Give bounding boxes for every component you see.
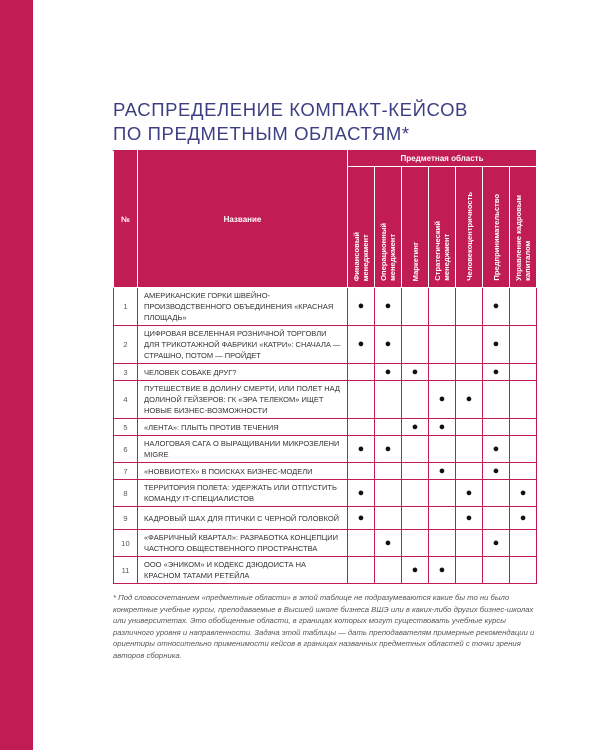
bullet-dot-icon: ● bbox=[465, 511, 473, 524]
area-empty-cell bbox=[348, 463, 375, 480]
case-number: 11 bbox=[114, 557, 138, 584]
area-empty-cell bbox=[375, 463, 402, 480]
area-empty-cell bbox=[510, 557, 537, 584]
area-empty-cell bbox=[375, 557, 402, 584]
bullet-dot-icon: ● bbox=[357, 338, 365, 350]
area-empty-cell bbox=[375, 507, 402, 530]
case-number: 2 bbox=[114, 326, 138, 364]
bullet-dot-icon: ● bbox=[357, 300, 365, 312]
bullet-dot-icon: ● bbox=[492, 536, 500, 549]
area-mark-cell bbox=[483, 364, 510, 381]
area-empty-cell bbox=[429, 364, 456, 381]
header-area-label: Предпринимательство bbox=[491, 194, 501, 281]
area-empty-cell bbox=[510, 530, 537, 557]
area-mark-cell bbox=[429, 463, 456, 480]
case-name: ПУТЕШЕСТВИЕ В ДОЛИНУ СМЕРТИ, ИЛИ ПОЛЕТ НАД ДОЛИНОЙ ГЕЙЗЕРОВ: ГК «ЭРА ТЕЛЕКОМ» ИЩЕТ НОВЫЕ БИЗНЕС-ВОЗМОЖНОСТИ bbox=[138, 381, 348, 419]
area-mark-cell bbox=[483, 288, 510, 326]
header-num: № bbox=[114, 151, 138, 288]
case-number: 4 bbox=[114, 381, 138, 419]
area-empty-cell bbox=[348, 364, 375, 381]
bullet-dot-icon: ● bbox=[411, 365, 419, 378]
case-number: 10 bbox=[114, 530, 138, 557]
header-area bbox=[348, 167, 375, 288]
area-mark-cell bbox=[510, 480, 537, 507]
area-empty-cell bbox=[456, 436, 483, 463]
case-name: ТЕРРИТОРИЯ ПОЛЕТА: УДЕРЖАТЬ ИЛИ ОТПУСТИТЬ КОМАНДУ IT-СПЕЦИАЛИСТОВ bbox=[138, 480, 348, 507]
case-name: «НОВВИОТЕХ» В ПОИСКАХ БИЗНЕС-МОДЕЛИ bbox=[138, 463, 348, 480]
table-row bbox=[114, 530, 537, 557]
bullet-dot-icon: ● bbox=[492, 365, 500, 378]
bullet-dot-icon: ● bbox=[384, 536, 392, 549]
bullet-dot-icon: ● bbox=[492, 442, 500, 455]
bullet-dot-icon: ● bbox=[411, 420, 419, 433]
table-row bbox=[114, 463, 537, 480]
area-mark-cell bbox=[429, 419, 456, 436]
bullet-dot-icon: ● bbox=[357, 486, 365, 499]
area-empty-cell bbox=[429, 530, 456, 557]
table-row bbox=[114, 364, 537, 381]
header-area bbox=[402, 167, 429, 288]
area-mark-cell bbox=[483, 530, 510, 557]
header-area-label: Человекоцентричность bbox=[464, 192, 474, 281]
header-area-label: Маркетинг bbox=[410, 241, 420, 281]
area-empty-cell bbox=[456, 419, 483, 436]
header-area bbox=[483, 167, 510, 288]
area-empty-cell bbox=[510, 463, 537, 480]
area-mark-cell bbox=[348, 288, 375, 326]
cases-table bbox=[113, 150, 537, 584]
area-empty-cell bbox=[483, 557, 510, 584]
area-empty-cell bbox=[348, 557, 375, 584]
area-empty-cell bbox=[456, 364, 483, 381]
area-mark-cell bbox=[402, 419, 429, 436]
bullet-dot-icon: ● bbox=[492, 464, 500, 477]
area-empty-cell bbox=[402, 436, 429, 463]
bullet-dot-icon: ● bbox=[519, 486, 527, 499]
area-empty-cell bbox=[483, 381, 510, 419]
area-mark-cell bbox=[429, 381, 456, 419]
area-empty-cell bbox=[510, 419, 537, 436]
header-area-label: Управление кадровым капиталом bbox=[514, 195, 533, 281]
area-empty-cell bbox=[402, 288, 429, 326]
bullet-dot-icon: ● bbox=[357, 442, 365, 455]
area-empty-cell bbox=[402, 480, 429, 507]
area-mark-cell bbox=[348, 326, 375, 364]
bullet-dot-icon: ● bbox=[465, 486, 473, 499]
bullet-dot-icon: ● bbox=[357, 511, 365, 524]
header-area bbox=[456, 167, 483, 288]
case-name: «ФАБРИЧНЫЙ КВАРТАЛ»: РАЗРАБОТКА КОНЦЕПЦИИ ЧАСТНОГО ОБЩЕСТВЕННОГО ПРОСТРАНСТВА bbox=[138, 530, 348, 557]
case-name: ЦИФРОВАЯ ВСЕЛЕННАЯ РОЗНИЧНОЙ ТОРГОВЛИ ДЛЯ ТРИКОТАЖНОЙ ФАБРИКИ «КАТРИ»: СНАЧАЛА — СТРАШНО, ПОТОМ — ПРОЙДЕТ bbox=[138, 326, 348, 364]
area-empty-cell bbox=[375, 480, 402, 507]
area-mark-cell bbox=[402, 364, 429, 381]
area-mark-cell bbox=[510, 507, 537, 530]
bullet-dot-icon: ● bbox=[438, 563, 446, 576]
area-empty-cell bbox=[510, 326, 537, 364]
table-row bbox=[114, 557, 537, 584]
case-name: НАЛОГОВАЯ САГА О ВЫРАЩИВАНИИ МИКРОЗЕЛЕНИ MIGRE bbox=[138, 436, 348, 463]
area-empty-cell bbox=[483, 419, 510, 436]
area-mark-cell bbox=[348, 436, 375, 463]
bullet-dot-icon: ● bbox=[384, 442, 392, 455]
table-row bbox=[114, 480, 537, 507]
area-empty-cell bbox=[429, 288, 456, 326]
area-empty-cell bbox=[456, 463, 483, 480]
area-mark-cell bbox=[483, 463, 510, 480]
area-empty-cell bbox=[456, 557, 483, 584]
area-mark-cell bbox=[456, 381, 483, 419]
area-empty-cell bbox=[348, 381, 375, 419]
case-name: КАДРОВЫЙ ШАХ ДЛЯ ПТИЧКИ С ЧЕРНОЙ ГОЛОВКОЙ bbox=[138, 507, 348, 530]
case-number: 6 bbox=[114, 436, 138, 463]
table-row bbox=[114, 436, 537, 463]
area-empty-cell bbox=[510, 436, 537, 463]
area-mark-cell bbox=[375, 530, 402, 557]
case-name: ООО «ЭНИКОМ» И КОДЕКС ДЗЮДОИСТА НА КРАСНОМ ТАТАМИ РЕТЕЙЛА bbox=[138, 557, 348, 584]
header-area bbox=[510, 167, 537, 288]
table-row bbox=[114, 326, 537, 364]
area-mark-cell bbox=[402, 557, 429, 584]
area-mark-cell bbox=[375, 436, 402, 463]
area-empty-cell bbox=[402, 381, 429, 419]
area-empty-cell bbox=[429, 507, 456, 530]
area-empty-cell bbox=[402, 326, 429, 364]
bullet-dot-icon: ● bbox=[492, 338, 500, 350]
bullet-dot-icon: ● bbox=[438, 420, 446, 433]
area-empty-cell bbox=[402, 530, 429, 557]
case-name: АМЕРИКАНСКИЕ ГОРКИ ШВЕЙНО-ПРОИЗВОДСТВЕННОГО ОБЪЕДИНЕНИЯ «КРАСНАЯ ПЛОЩАДЬ» bbox=[138, 288, 348, 326]
header-name: Название bbox=[138, 151, 348, 288]
area-empty-cell bbox=[483, 507, 510, 530]
bullet-dot-icon: ● bbox=[384, 365, 392, 378]
area-empty-cell bbox=[483, 480, 510, 507]
area-empty-cell bbox=[456, 288, 483, 326]
header-area bbox=[375, 167, 402, 288]
area-empty-cell bbox=[375, 381, 402, 419]
table-row bbox=[114, 288, 537, 326]
area-empty-cell bbox=[510, 364, 537, 381]
header-area-label: Стратегический менеджмент bbox=[433, 221, 451, 281]
area-mark-cell bbox=[456, 480, 483, 507]
case-number: 3 bbox=[114, 364, 138, 381]
area-mark-cell bbox=[375, 288, 402, 326]
area-mark-cell bbox=[375, 364, 402, 381]
case-name: ЧЕЛОВЕК СОБАКЕ ДРУГ? bbox=[138, 364, 348, 381]
area-empty-cell bbox=[402, 507, 429, 530]
bullet-dot-icon: ● bbox=[492, 300, 500, 312]
footnote: * Под словосочетанием «предметные области» в этой таблице не подразумеваются какие бы то ни было конкретные учебные курсы, преподаваемые в Высшей школе бизнеса ВШЭ или в каких-либо других бизнес-школах или университетах. Это обобщенные области, в границах которых могут существовать учебные курсы различного уровня и направленности. Задача этой таблицы — дать преподавателям примерные рекомендации и ориентиры относительно применимости кейсов в границах названных предметных областей с точки зрения авторов сборника. bbox=[113, 593, 535, 660]
area-mark-cell bbox=[456, 507, 483, 530]
table-row bbox=[114, 419, 537, 436]
bullet-dot-icon: ● bbox=[384, 338, 392, 350]
table-row bbox=[114, 507, 537, 530]
case-number: 7 bbox=[114, 463, 138, 480]
header-area bbox=[429, 167, 456, 288]
area-empty-cell bbox=[402, 463, 429, 480]
area-empty-cell bbox=[348, 530, 375, 557]
area-mark-cell bbox=[375, 326, 402, 364]
case-number: 9 bbox=[114, 507, 138, 530]
header-area-label: Финансовый менеджмент bbox=[352, 231, 370, 281]
case-number: 5 bbox=[114, 419, 138, 436]
area-mark-cell bbox=[483, 326, 510, 364]
bullet-dot-icon: ● bbox=[438, 464, 446, 477]
bullet-dot-icon: ● bbox=[519, 511, 527, 524]
table-row bbox=[114, 381, 537, 419]
area-empty-cell bbox=[375, 419, 402, 436]
page-title-line-1: РАСПРЕДЕЛЕНИЕ КОМПАКТ-КЕЙСОВ bbox=[113, 99, 468, 120]
area-empty-cell bbox=[510, 381, 537, 419]
area-empty-cell bbox=[510, 288, 537, 326]
bullet-dot-icon: ● bbox=[465, 393, 473, 405]
area-mark-cell bbox=[483, 436, 510, 463]
area-mark-cell bbox=[348, 507, 375, 530]
area-empty-cell bbox=[429, 436, 456, 463]
side-accent-bar bbox=[0, 0, 33, 750]
case-name: «ЛЕНТА»: ПЛЫТЬ ПРОТИВ ТЕЧЕНИЯ bbox=[138, 419, 348, 436]
area-empty-cell bbox=[456, 530, 483, 557]
case-number: 1 bbox=[114, 288, 138, 326]
area-mark-cell bbox=[348, 480, 375, 507]
area-empty-cell bbox=[429, 480, 456, 507]
page-title bbox=[113, 98, 543, 146]
area-empty-cell bbox=[348, 419, 375, 436]
area-empty-cell bbox=[456, 326, 483, 364]
bullet-dot-icon: ● bbox=[438, 393, 446, 405]
area-empty-cell bbox=[429, 326, 456, 364]
case-number: 8 bbox=[114, 480, 138, 507]
header-subject-area: Предметная область bbox=[348, 151, 537, 167]
bullet-dot-icon: ● bbox=[411, 563, 419, 576]
area-mark-cell bbox=[429, 557, 456, 584]
bullet-dot-icon: ● bbox=[384, 300, 392, 312]
page-title-line-2: ПО ПРЕДМЕТНЫМ ОБЛАСТЯМ* bbox=[113, 123, 410, 144]
header-area-label: Операционный менеджмент bbox=[379, 223, 397, 281]
